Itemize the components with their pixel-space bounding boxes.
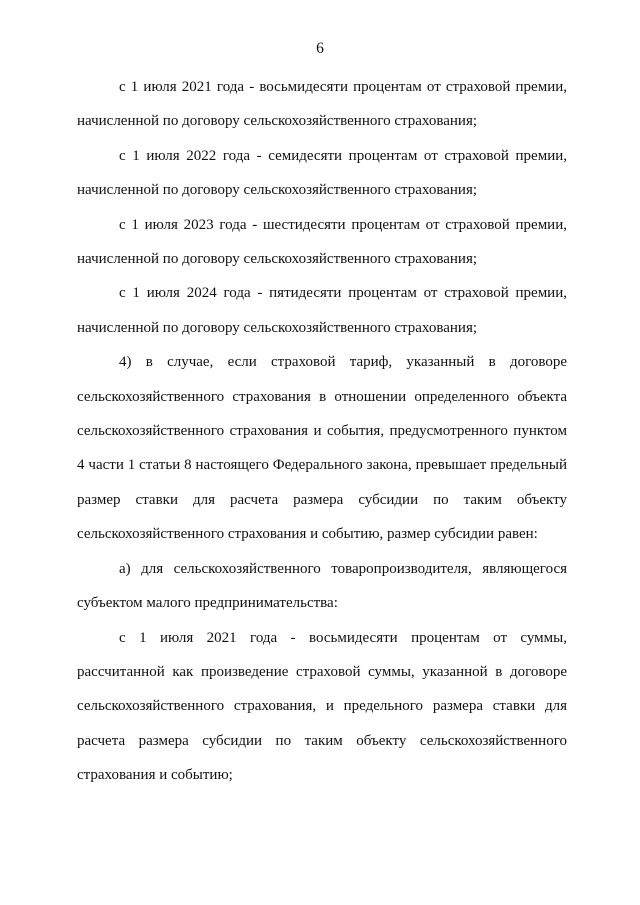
- paragraph-subsidy-2023: с 1 июля 2023 года - шестидесяти процентам от страховой премии, начисленной по договору сельскохозяйственного страхования;: [77, 216, 567, 268]
- document-body: [77, 70, 567, 793]
- paragraph-subitem-a: а) для сельскохозяйственного товаропроизводителя, являющегося субъектом малого предпринимательства:: [77, 560, 567, 612]
- paragraph-item-4: 4) в случае, если страховой тариф, указанный в договоре сельскохозяйственного страхования в отношении определенного объекта сельскохозяйственного страхования и события, предусмотренного пунктом 4 части 1 статьи 8 настоящего Федерального закона, превышает предельный размер ставки для расчета размера субсидии по таким объекту сельскохозяйственного страхования и событию, размер субсидии равен:: [77, 354, 567, 543]
- paragraph-subsidy-2024: с 1 июля 2024 года - пятидесяти процентам от страховой премии, начисленной по договору сельскохозяйственного страхования;: [77, 285, 567, 336]
- paragraph-subsidy-2022: с 1 июля 2022 года - семидесяти процентам от страховой премии, начисленной по договору сельскохозяйственного страхования;: [77, 147, 567, 199]
- paragraph-subsidy-2021: с 1 июля 2021 года - восьмидесяти процентам от страховой премии, начисленной по договору сельскохозяйственного страхования;: [77, 79, 567, 130]
- page-number: 6: [316, 40, 324, 57]
- paragraph-subitem-a-2021: с 1 июля 2021 года - восьмидесяти процентам от суммы, рассчитанной как произведение страховой суммы, указанной в договоре сельскохозяйственного страхования, и предельного размера ставки для расчета размера субсидии по таким объекту сельскохозяйственного страхования и событию;: [77, 629, 567, 784]
